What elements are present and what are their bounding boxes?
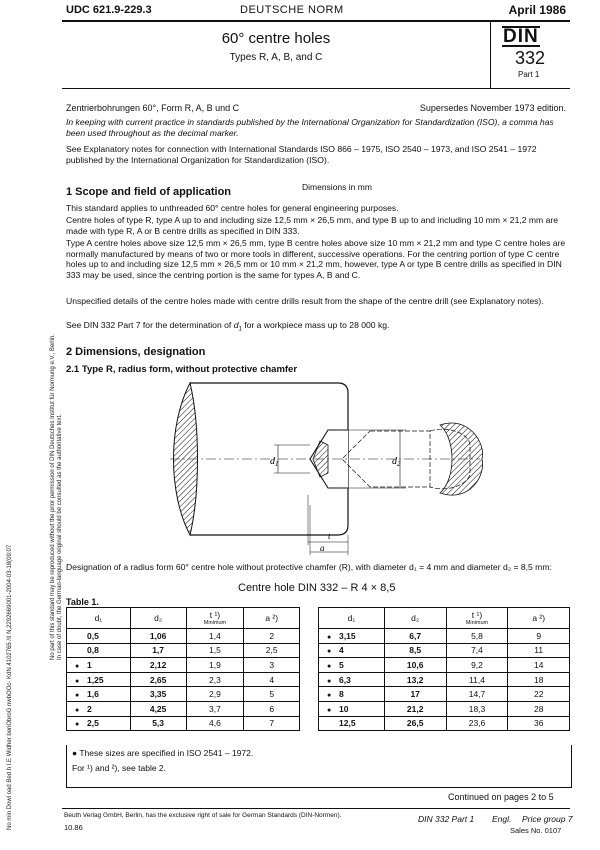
table-row — [319, 643, 570, 658]
section-1-heading: 1 Scope and field of application — [66, 186, 232, 198]
bullet-mark: ● — [327, 662, 332, 670]
cell-d1 — [67, 629, 131, 644]
section-1-p2: Centre holes of type R, type A up to and including size 12,5 mm × 26,5 mm, and type B up to and including 10 mm × 21,2 mm are made with type R, A or B centre drills as specified in DIN 333. — [66, 215, 559, 236]
cell-d2: 21,2 — [384, 701, 446, 716]
cell-a: 3 — [244, 658, 300, 673]
title-divider — [62, 88, 570, 89]
table-row — [319, 687, 570, 702]
table-row — [319, 716, 570, 731]
document-subtitle: Types R, A, B, and C — [229, 52, 323, 63]
cell-d1 — [319, 643, 385, 658]
designation-text: Designation of a radius form 60° centre hole without protective chamfer (R), with diameter d₁ = 4 mm and diameter d₂ = 8,5 mm: — [66, 562, 552, 572]
label-d2: $d_2$ — [392, 456, 401, 468]
label-d1: $d_1$ — [270, 456, 279, 468]
cell-t: 18,3 — [446, 701, 508, 716]
d1-value: 10 — [339, 703, 349, 714]
cell-d1 — [319, 658, 385, 673]
bullet-mark: ● — [75, 721, 80, 729]
cell-a: 7 — [244, 716, 300, 731]
cell-a: 4 — [244, 672, 300, 687]
cell-a: 2,5 — [244, 643, 300, 658]
cell-d2: 8,5 — [384, 643, 446, 658]
label-t: t — [328, 531, 331, 541]
table-row — [319, 629, 570, 644]
table-row — [319, 701, 570, 716]
d1-value: 1,25 — [87, 674, 104, 685]
th-d1: d₁ — [67, 608, 131, 629]
cell-a: 22 — [508, 687, 570, 702]
cell-d1 — [319, 629, 385, 644]
table-row — [67, 672, 300, 687]
table-row — [67, 716, 300, 731]
cell-t: 11,4 — [446, 672, 508, 687]
designation-formula: Centre hole DIN 332 – R 4 × 8,5 — [238, 582, 396, 594]
section-1-p3: Type A centre holes above size 12,5 mm × 26,5 mm, type B centre holes above size 10 mm × 21,2 mm and type C centre holes are normally manufactured by means of two or more tools in different, successive operations. For the centring portion of type C centre holes up to and including size 12,5 mm × 26,5 mm or 10 mm × 21,2 mm, however, type A or type B centre drills as specified in DIN 333 may be used, since the centring portion is the same for types A, B and C. — [66, 238, 566, 280]
cell-d1 — [67, 716, 131, 731]
cell-a: 2 — [244, 629, 300, 644]
cell-d2: 3,35 — [130, 687, 186, 702]
margin-copyright: No part of this standard may be reproduced without the prior permission of DIN Deutsches Institut für Normung e.V., Berlin. — [50, 334, 56, 660]
sales-number: Sales No. 0107 — [510, 826, 562, 835]
d1-value: 2,5 — [87, 718, 99, 729]
explanatory-note: See Explanatory notes for connection with International Standards ISO 866 – 1975, ISO 2540 – 1973, and ISO 2541 – 1972 published by the International Organization for Standardization (ISO). — [66, 144, 537, 165]
norm-label: DEUTSCHE NORM — [240, 4, 344, 16]
d1-value: 12,5 — [339, 718, 356, 729]
cell-t: 4,6 — [186, 716, 244, 731]
d1-value: 8 — [339, 689, 344, 700]
cell-d1 — [319, 672, 385, 687]
d1-value: 0,5 — [87, 630, 99, 641]
d1-value: 1,6 — [87, 689, 99, 700]
table-row — [67, 658, 300, 673]
cell-a: 36 — [508, 716, 570, 731]
date-code: 10.86 — [64, 823, 83, 832]
cell-d2: 13,2 — [384, 672, 446, 687]
bullet-mark: ● — [327, 648, 332, 656]
d1-value: 2 — [87, 703, 92, 714]
table-row — [67, 701, 300, 716]
cell-t: 2,3 — [186, 672, 244, 687]
cell-a: 11 — [508, 643, 570, 658]
th-d2: d₂ — [130, 608, 186, 629]
bullet-mark: ● — [75, 706, 80, 714]
bullet-mark: ● — [327, 706, 332, 714]
footer-doc: DIN 332 Part 1 — [418, 814, 475, 824]
table-right — [318, 607, 570, 731]
centre-hole-figure — [170, 375, 490, 560]
cell-d2: 4,25 — [130, 701, 186, 716]
section-2-heading: 2 Dimensions, designation — [66, 346, 206, 358]
table-footnote-2: For ¹) and ²), see table 2. — [72, 763, 167, 773]
d1-value: 1 — [87, 659, 92, 670]
footer-divider — [62, 808, 570, 809]
cell-d2: 1,7 — [130, 643, 186, 658]
cell-a: 14 — [508, 658, 570, 673]
table-row — [67, 629, 300, 644]
table-row — [319, 658, 570, 673]
cell-a: 9 — [508, 629, 570, 644]
d1-value: 4 — [339, 645, 344, 656]
cell-d2: 2,12 — [130, 658, 186, 673]
margin-copyright-2: In case of doubt, the German-language original should be consulted as the authoritative text. — [57, 414, 63, 660]
cell-t: 3,7 — [186, 701, 244, 716]
section-2-1-heading: 2.1 Type R, radius form, without protective chamfer — [66, 364, 298, 375]
cell-d2: 2,65 — [130, 672, 186, 687]
din-number: 332 — [514, 48, 546, 68]
bullet-mark: ● — [327, 677, 332, 685]
cell-d1 — [67, 701, 131, 716]
d1-value: 5 — [339, 659, 344, 670]
table-caption: Table 1. — [66, 597, 99, 607]
cell-d2: 17 — [384, 687, 446, 702]
cell-d2: 26,5 — [384, 716, 446, 731]
table-row — [319, 672, 570, 687]
supersedes-note: Supersedes November 1973 edition. — [419, 103, 566, 113]
th-t: t ¹) Minimum — [446, 608, 508, 629]
cell-d1 — [67, 672, 131, 687]
din-logo: DIN — [503, 26, 539, 47]
bullet-mark: ● — [327, 692, 332, 700]
cell-a: 6 — [244, 701, 300, 716]
cell-d1 — [67, 687, 131, 702]
cell-d2: 1,06 — [130, 629, 186, 644]
cell-t: 5,8 — [446, 629, 508, 644]
d1-value: 6,3 — [339, 674, 351, 685]
bullet-mark: ● — [75, 692, 80, 700]
cell-t: 1,4 — [186, 629, 244, 644]
cell-d1 — [67, 658, 131, 673]
decimal-marker-note: In keeping with current practice in standards published by the International Organization for Standardization (ISO), a comma has been used throughout as the decimal marker. — [66, 117, 554, 138]
section-1-p5: See DIN 332 Part 7 for the determination of $d_1$ for a workpiece mass up to 28 000 kg. — [66, 320, 390, 333]
cell-d2: 6,7 — [384, 629, 446, 644]
cell-t: 1,5 — [186, 643, 244, 658]
margin-download: No min Dowl oad Bed h I.E Widher beriObroG nwbOOc- KdN 4102765 /II N,2292669001-2004-03-18(09:07 — [7, 544, 13, 830]
th-a: a ²) — [244, 608, 300, 629]
cell-a: 5 — [244, 687, 300, 702]
cell-a: 18 — [508, 672, 570, 687]
table-row — [67, 643, 300, 658]
table-left — [66, 607, 300, 731]
section-1-p4: Unspecified details of the centre holes made with centre drills result from the shape of the centre drill (see Explanatory notes). — [66, 296, 544, 306]
cell-d2: 5,3 — [130, 716, 186, 731]
dimensions-note: Dimensions in mm — [302, 182, 372, 192]
d1-value: 0,8 — [87, 645, 99, 656]
cell-t: 2,9 — [186, 687, 244, 702]
table-footnote-1: ● These sizes are specified in ISO 2541 – 1972. — [72, 748, 254, 758]
cell-d1 — [319, 716, 385, 731]
cell-a: 28 — [508, 701, 570, 716]
cell-t: 23,6 — [446, 716, 508, 731]
th-d1: d₁ — [319, 608, 385, 629]
document-title: 60° centre holes — [221, 30, 331, 47]
table-wrap — [66, 607, 570, 792]
cell-t: 7,4 — [446, 643, 508, 658]
footer-price: Price group 7 — [522, 814, 573, 824]
cell-d2: 10,6 — [384, 658, 446, 673]
cell-d1 — [319, 701, 385, 716]
cell-d1 — [319, 687, 385, 702]
section-1-p1: This standard applies to unthreaded 60° centre holes for general engineering purposes. — [66, 203, 399, 213]
bullet-mark: ● — [327, 633, 332, 641]
bullet-mark: ● — [75, 662, 80, 670]
publisher-note: Beuth Verlag GmbH, Berlin, has the exclusive right of sale for German Standards (DIN-Normen). — [64, 812, 342, 819]
table-row — [67, 687, 300, 702]
footer-lang: Engl. — [492, 814, 512, 824]
german-title: Zentrierbohrungen 60°, Form R, A, B und C — [66, 103, 240, 113]
cell-t: 1,9 — [186, 658, 244, 673]
label-a: a — [320, 543, 325, 553]
din-part: Part 1 — [518, 70, 540, 79]
issue-date: April 1986 — [508, 3, 566, 17]
th-d2: d₂ — [384, 608, 446, 629]
bullet-mark: ● — [75, 677, 80, 685]
cell-t: 9,2 — [446, 658, 508, 673]
th-a: a ²) — [508, 608, 570, 629]
continued-note: Continued on pages 2 to 5 — [448, 792, 554, 802]
cell-d1 — [67, 643, 131, 658]
d1-value: 3,15 — [339, 630, 356, 641]
cell-t: 14,7 — [446, 687, 508, 702]
udc-code: UDC 621.9-229.3 — [66, 4, 152, 16]
th-t: t ¹) Minimum — [186, 608, 244, 629]
